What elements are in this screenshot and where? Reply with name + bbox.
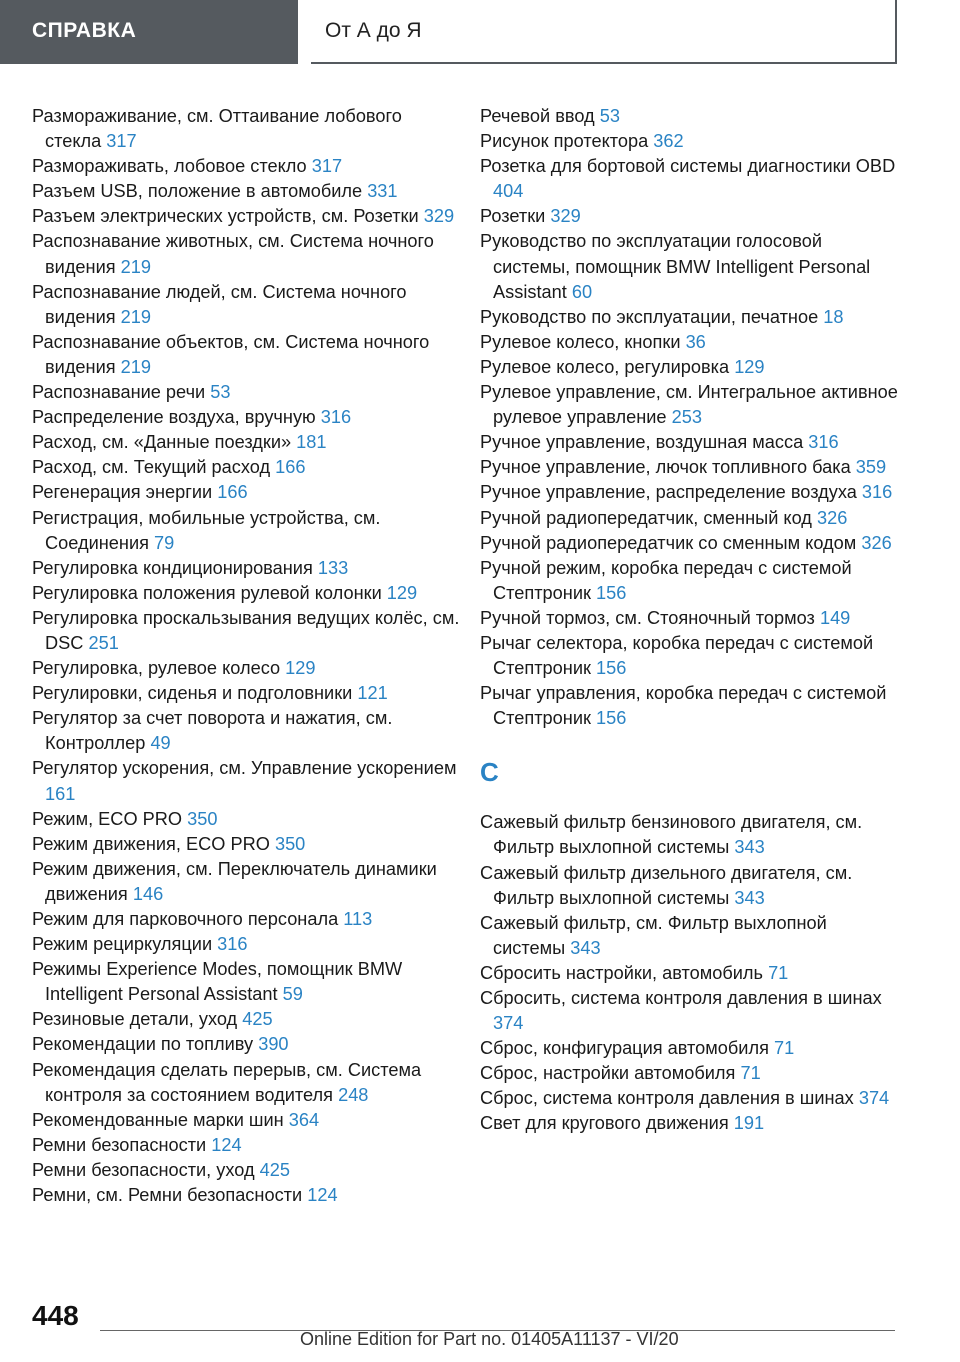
index-entry-page-link[interactable]: 129 bbox=[386, 582, 418, 603]
index-entry-page-link[interactable]: 49 bbox=[150, 733, 171, 754]
index-entry bbox=[32, 706, 462, 756]
index-entry-term: Рычаг селектора, коробка передач с системой Стептроник bbox=[480, 632, 874, 679]
index-entry-term: Ремни безопасности, уход bbox=[32, 1159, 255, 1180]
index-entry-term: Рулевое управление, см. Интегральное активное рулевое управление bbox=[480, 382, 898, 428]
index-entry-page-link[interactable]: 343 bbox=[570, 937, 601, 958]
index-entry bbox=[32, 104, 462, 154]
index-entry-term: Регулятор за счет поворота и нажатия, см. Контроллер bbox=[32, 708, 393, 754]
index-entry-page-link[interactable]: 71 bbox=[774, 1038, 795, 1059]
index-entry bbox=[32, 756, 462, 806]
index-entry-page-link[interactable]: 133 bbox=[317, 557, 349, 578]
index-entry bbox=[32, 430, 462, 455]
index-entry-page-link[interactable]: 71 bbox=[740, 1063, 761, 1084]
index-entry bbox=[480, 1086, 900, 1111]
index-entry-term: Ремни, см. Ремни безопасности bbox=[32, 1185, 303, 1206]
header-subsection-title: От А до Я bbox=[325, 19, 422, 42]
index-entry-page-link[interactable]: 374 bbox=[493, 1013, 524, 1034]
index-entry-term: Распределение воздуха, вручную bbox=[32, 407, 316, 428]
index-entry-term: Ручной режим, коробка передач с системой Стептроник bbox=[480, 557, 852, 603]
index-entry bbox=[32, 280, 462, 330]
index-entry-page-link[interactable]: 79 bbox=[154, 532, 175, 553]
index-entry bbox=[480, 430, 900, 455]
index-entry-page-link[interactable]: 317 bbox=[106, 131, 137, 152]
index-entry-term: Резиновые детали, уход bbox=[32, 1009, 238, 1030]
index-entry-page-link[interactable]: 253 bbox=[671, 407, 702, 428]
index-entry-term: Расход, см. «Данные поездки» bbox=[32, 432, 292, 453]
index-entry bbox=[480, 129, 900, 154]
index-entry-page-link[interactable]: 326 bbox=[861, 532, 892, 553]
index-entry bbox=[480, 1036, 900, 1061]
index-entry-page-link[interactable]: 316 bbox=[808, 432, 839, 453]
index-entry-term: Разъем USB, положение в автомобиле bbox=[32, 181, 363, 202]
index-entry-page-link[interactable]: 53 bbox=[210, 382, 231, 403]
index-entry-page-link[interactable]: 121 bbox=[357, 683, 388, 704]
index-entry-page-link[interactable]: 219 bbox=[120, 306, 152, 327]
index-entry-page-link[interactable]: 251 bbox=[88, 632, 119, 653]
index-entry bbox=[32, 932, 462, 957]
index-entry-term: Ручное управление, воздушная масса bbox=[480, 432, 804, 453]
index-entry-term: Регулировки, сиденья и подголовники bbox=[32, 683, 353, 704]
index-entry bbox=[480, 1061, 900, 1086]
index-entry-page-link[interactable]: 166 bbox=[275, 457, 306, 478]
index-entry-page-link[interactable]: 156 bbox=[596, 658, 627, 679]
index-entry-page-link[interactable]: 364 bbox=[288, 1109, 320, 1130]
index-entry bbox=[480, 330, 900, 355]
index-entry-page-link[interactable]: 248 bbox=[338, 1084, 369, 1105]
index-entry-term: Распознавание объектов, см. Система ночного видения bbox=[32, 331, 430, 377]
index-entry bbox=[32, 1007, 462, 1032]
index-entry-term: Рычаг управления, коробка передач с системой Стептроник bbox=[480, 683, 887, 729]
index-entry bbox=[32, 506, 462, 556]
index-entry-page-link[interactable]: 53 bbox=[599, 106, 620, 126]
index-entry bbox=[32, 681, 462, 706]
index-entry-term: Режим рециркуляции bbox=[32, 934, 213, 955]
index-entry-page-link[interactable]: 60 bbox=[571, 281, 593, 302]
index-entry bbox=[480, 861, 900, 911]
index-entry-term: Режим, ECO PRO bbox=[32, 808, 183, 829]
index-entry-page-link[interactable]: 317 bbox=[311, 156, 343, 177]
index-entry bbox=[480, 455, 900, 480]
index-entry bbox=[480, 480, 900, 505]
index-entry-term: Режимы Experience Modes, помощник BMW Intelligent Personal Assistant bbox=[32, 959, 403, 1005]
index-entry bbox=[480, 204, 900, 229]
footer-edition: Online Edition for Part no. 01405A11137 - VI/20 bbox=[300, 1329, 679, 1349]
index-entry-page-link[interactable]: 181 bbox=[296, 432, 327, 453]
index-entry-term: Сбросить настройки, автомобиль bbox=[480, 962, 763, 983]
index-entry-term: Режим для парковочного персонала bbox=[32, 909, 339, 929]
index-entry-term: Ремни безопасности bbox=[32, 1134, 207, 1155]
index-entry-page-link[interactable]: 71 bbox=[768, 962, 789, 983]
index-entry-page-link[interactable]: 146 bbox=[132, 883, 164, 904]
index-entry-page-link[interactable]: 149 bbox=[819, 607, 851, 628]
index-entry-term: Ручной радиопередатчик, сменный код bbox=[480, 507, 812, 528]
index-entry-page-link[interactable]: 156 bbox=[596, 708, 627, 729]
index-entry-term: Сброс, система контроля давления в шинах bbox=[480, 1088, 854, 1109]
index-entry-term: Регенерация энергии bbox=[32, 482, 213, 503]
index-entry-term: Рекомендация сделать перерыв, см. Система контроля за состоянием водителя bbox=[32, 1059, 422, 1105]
index-entry-page-link[interactable]: 156 bbox=[596, 582, 627, 603]
index-entry bbox=[32, 1058, 462, 1108]
index-entry-term: Регулятор ускорения, см. Управление ускорением bbox=[32, 758, 457, 779]
index-entry bbox=[480, 911, 900, 961]
index-entry-term: Расход, см. Текущий расход bbox=[32, 457, 271, 478]
index-entry bbox=[32, 606, 462, 656]
index-entry-term: Распознавание животных, см. Система ночного видения bbox=[32, 231, 434, 277]
index-entry bbox=[32, 229, 462, 279]
index-entry-page-link[interactable]: 350 bbox=[187, 808, 218, 829]
index-entry bbox=[480, 961, 900, 986]
index-entry-term: Регистрация, мобильные устройства, см. Соединения bbox=[32, 507, 381, 553]
index-entry-term: Руководство по эксплуатации, печатное bbox=[480, 306, 819, 327]
index-entry-page-link[interactable]: 425 bbox=[259, 1159, 291, 1180]
index-entry-page-link[interactable]: 374 bbox=[858, 1088, 890, 1109]
index-entry-page-link[interactable]: 129 bbox=[734, 356, 765, 377]
page-number: 448 bbox=[32, 1300, 79, 1331]
index-entry bbox=[480, 229, 900, 304]
index-entry-page-link[interactable]: 316 bbox=[217, 934, 248, 955]
index-entry bbox=[480, 631, 900, 681]
index-entry-term: Регулировка проскальзывания ведущих колёс, см. DSC bbox=[32, 607, 460, 653]
index-entry bbox=[480, 305, 900, 330]
index-entry-term: Ручное управление, распределение воздуха bbox=[480, 482, 857, 503]
index-entry-page-link[interactable]: 166 bbox=[217, 482, 248, 503]
index-entry-page-link[interactable]: 331 bbox=[367, 181, 398, 202]
index-entry bbox=[32, 581, 462, 606]
index-entry-term: Сброс, конфигурация автомобиля bbox=[480, 1038, 769, 1059]
index-entry bbox=[480, 606, 900, 631]
index-entry-page-link[interactable]: 404 bbox=[493, 181, 524, 202]
index-entry bbox=[480, 681, 900, 731]
index-entry-term: Регулировка положения рулевой колонки bbox=[32, 582, 382, 603]
index-entry-term: Распознавание людей, см. Система ночного видения bbox=[32, 281, 407, 327]
index-entry-page-link[interactable]: 316 bbox=[320, 407, 352, 428]
index-entry-page-link[interactable]: 113 bbox=[343, 909, 373, 929]
index-entry bbox=[32, 656, 462, 681]
index-entry-page-link[interactable]: 191 bbox=[733, 1113, 765, 1134]
index-entry bbox=[480, 531, 900, 556]
index-entry-page-link[interactable]: 329 bbox=[423, 206, 455, 227]
index-entry bbox=[32, 330, 462, 380]
header-section-title: СПРАВКА bbox=[32, 19, 137, 42]
index-entry bbox=[480, 104, 900, 129]
index-entry-page-link[interactable]: 329 bbox=[550, 206, 581, 227]
index-entry bbox=[480, 154, 900, 204]
index-entry bbox=[32, 1183, 462, 1208]
index-entry-page-link[interactable]: 350 bbox=[274, 833, 306, 854]
index-entry bbox=[480, 810, 900, 860]
index-entry bbox=[480, 506, 900, 531]
index-entry-term: Режим движения, ECO PRO bbox=[32, 833, 270, 854]
index-entry-page-link[interactable]: 326 bbox=[816, 507, 848, 528]
index-entry-page-link[interactable]: 59 bbox=[282, 984, 303, 1005]
index-entry bbox=[32, 1158, 462, 1183]
index-entry-page-link[interactable]: 124 bbox=[307, 1185, 338, 1206]
index-entry bbox=[480, 986, 900, 1036]
index-entry-term: Режим движения, см. Переключатель динамики движения bbox=[32, 858, 437, 904]
index-entry-term: Ручной радиопередатчик со сменным кодом bbox=[480, 532, 857, 553]
index-entry bbox=[32, 1032, 462, 1057]
index-entry bbox=[32, 179, 462, 204]
index-entry-term: Ручное управление, лючок топливного бака bbox=[480, 457, 851, 478]
header-section-tab bbox=[0, 0, 298, 64]
index-entry-term: Рекомендованные марки шин bbox=[32, 1109, 284, 1130]
index-entry bbox=[32, 204, 462, 229]
index-entry bbox=[32, 380, 462, 405]
index-entry-page-link[interactable]: 343 bbox=[734, 887, 765, 908]
index-entry-term: Сажевый фильтр, см. Фильтр выхлопной системы bbox=[480, 912, 827, 958]
index-entry-term: Руководство по эксплуатации голосовой системы, помощник BMW Intelligent Personal Assistant bbox=[480, 231, 871, 302]
index-entry bbox=[32, 154, 462, 179]
index-entry-page-link[interactable]: 316 bbox=[861, 482, 893, 503]
index-entry-term: Сажевый фильтр бензинового двигателя, см. Фильтр выхлопной системы bbox=[480, 812, 863, 858]
index-column-right bbox=[480, 104, 900, 1137]
index-entry-term: Сажевый фильтр дизельного двигателя, см. Фильтр выхлопной системы bbox=[480, 862, 853, 908]
index-entry bbox=[32, 857, 462, 907]
index-entry-page-link[interactable]: 219 bbox=[120, 356, 152, 377]
index-entry-term: Размораживать, лобовое стекло bbox=[32, 156, 307, 177]
index-entry-page-link[interactable]: 359 bbox=[855, 457, 887, 478]
index-entry-term: Регулировка, рулевое колесо bbox=[32, 658, 281, 679]
header-subsection-tab bbox=[311, 0, 897, 64]
index-entry-term: Сброс, настройки автомобиля bbox=[480, 1063, 736, 1084]
index-entry bbox=[32, 480, 462, 505]
index-entry-page-link[interactable]: 129 bbox=[285, 658, 316, 679]
index-entry-page-link[interactable]: 343 bbox=[734, 837, 765, 858]
index-entry bbox=[32, 832, 462, 857]
index-entry-term: Розетка для бортовой системы диагностики OBD bbox=[480, 156, 896, 177]
index-entry-page-link[interactable]: 362 bbox=[653, 131, 684, 152]
index-entry bbox=[480, 380, 900, 430]
index-entry-term: Речевой ввод bbox=[480, 106, 595, 126]
index-entry bbox=[480, 355, 900, 380]
index-entry-term: Рулевое колесо, кнопки bbox=[480, 331, 681, 352]
index-entry-page-link[interactable]: 161 bbox=[45, 783, 76, 804]
index-entry-term: Регулировка кондиционирования bbox=[32, 557, 313, 578]
index-entry bbox=[32, 1108, 462, 1133]
index-entry-term: Сбросить, система контроля давления в шинах bbox=[480, 988, 882, 1008]
index-entry-page-link[interactable]: 18 bbox=[823, 306, 844, 327]
index-entry-page-link[interactable]: 425 bbox=[242, 1009, 273, 1030]
index-entry bbox=[480, 1111, 900, 1136]
index-entry bbox=[32, 455, 462, 480]
index-entry bbox=[32, 807, 462, 832]
index-entry-page-link[interactable]: 124 bbox=[211, 1134, 242, 1155]
index-entry-term: Рисунок протектора bbox=[480, 131, 649, 152]
index-entry bbox=[32, 1133, 462, 1158]
index-entry-term: Размораживание, см. Оттаивание лобового стекла bbox=[32, 106, 402, 152]
index-entry bbox=[32, 556, 462, 581]
index-entry-term: Разъем электрических устройств, см. Розетки bbox=[32, 206, 419, 227]
index-entry-term: Рекомендации по топливу bbox=[32, 1034, 254, 1055]
index-entry-term: Ручной тормоз, см. Стояночный тормоз bbox=[480, 607, 815, 628]
index-entry-page-link[interactable]: 390 bbox=[258, 1034, 289, 1055]
index-entry bbox=[32, 957, 462, 1007]
index-entry-page-link[interactable]: 219 bbox=[120, 256, 152, 277]
index-entry-term: Свет для кругового движения bbox=[480, 1113, 729, 1134]
index-entry bbox=[32, 907, 462, 932]
index-column-left bbox=[32, 104, 462, 1208]
index-entry bbox=[480, 556, 900, 606]
index-entry-term: Розетки bbox=[480, 206, 546, 227]
index-entry-page-link[interactable]: 36 bbox=[685, 331, 706, 352]
index-entry bbox=[32, 405, 462, 430]
section-letter-heading: С bbox=[480, 757, 499, 788]
index-entry-term: Распознавание речи bbox=[32, 382, 206, 403]
index-entry-term: Рулевое колесо, регулировка bbox=[480, 356, 730, 377]
